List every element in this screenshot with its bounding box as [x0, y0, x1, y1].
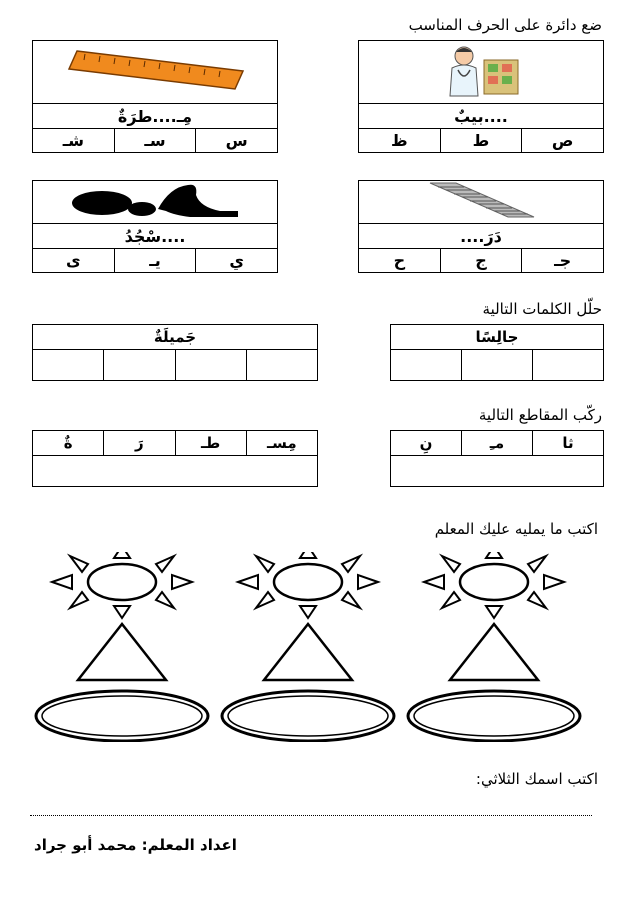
letter-option[interactable]: س: [196, 129, 278, 153]
answer-cell[interactable]: [175, 350, 246, 381]
teacher-credit: اعداد المعلم: محمد أبو جراد: [34, 836, 237, 854]
exercise-prostration: [32, 180, 278, 273]
answer-cell[interactable]: [33, 456, 318, 487]
prostration-image-cell: [33, 181, 278, 224]
stairs-icon: [426, 181, 536, 219]
letter-option[interactable]: شـ: [33, 129, 115, 153]
ruler-icon: [65, 45, 245, 95]
analyze-word: جالِسًا: [391, 325, 604, 350]
syllable: نِ: [391, 431, 462, 456]
letter-option[interactable]: يـ: [114, 249, 196, 273]
letter-option[interactable]: ص: [522, 129, 604, 153]
section-title-dictation: اكتب ما يمليه عليك المعلم: [434, 520, 598, 538]
prostrating-figure-icon: [70, 181, 240, 219]
letter-option[interactable]: ج: [440, 249, 522, 273]
letter-option[interactable]: ظ: [359, 129, 441, 153]
sun-icon[interactable]: [222, 552, 394, 741]
analyze-word: جَميلَةٌ: [33, 325, 318, 350]
syllable: ثا: [533, 431, 604, 456]
letter-option[interactable]: ي: [196, 249, 278, 273]
sun-icon[interactable]: [408, 552, 580, 741]
section-title-circle-letter: ضع دائرة على الحرف المناسب: [408, 16, 602, 34]
answer-cell[interactable]: [533, 350, 604, 381]
section-title-write-name: اكتب اسمك الثلاثي:: [475, 770, 598, 788]
exercise-word: ....سْجُدُ: [33, 224, 278, 249]
syllable: رَ: [104, 431, 175, 456]
exercise-word: مِـ....طرَةٌ: [33, 104, 278, 129]
syllable: مِسـ: [246, 431, 317, 456]
exercise-stairs: [358, 180, 604, 273]
doctor-image-cell: [359, 41, 604, 104]
answer-cell[interactable]: [462, 350, 533, 381]
ruler-image-cell: [33, 41, 278, 104]
letter-option[interactable]: جـ: [522, 249, 604, 273]
stairs-image-cell: [359, 181, 604, 224]
section-title-combine: ركّب المقاطع التالية: [478, 406, 602, 424]
syllable: طـ: [175, 431, 246, 456]
doctor-icon: [436, 42, 526, 98]
answer-cell[interactable]: [33, 350, 104, 381]
analyze-word-2: [390, 324, 604, 381]
analyze-word-1: [32, 324, 318, 381]
letter-option[interactable]: ح: [359, 249, 441, 273]
exercise-ruler: [32, 40, 278, 153]
answer-cell[interactable]: [246, 350, 317, 381]
letter-option[interactable]: ط: [440, 129, 522, 153]
sun-icon[interactable]: [36, 552, 208, 741]
dictation-shapes: [30, 552, 590, 742]
exercise-word: ....بيبٌ: [359, 104, 604, 129]
combine-set-2: [390, 430, 604, 487]
syllable: مـِ: [462, 431, 533, 456]
letter-option[interactable]: ى: [33, 249, 115, 273]
name-line[interactable]: [30, 815, 592, 816]
answer-cell[interactable]: [391, 350, 462, 381]
exercise-doctor: [358, 40, 604, 153]
combine-set-1: [32, 430, 318, 487]
exercise-word: دَرَ....: [359, 224, 604, 249]
syllable: ةٌ: [33, 431, 104, 456]
answer-cell[interactable]: [391, 456, 604, 487]
letter-option[interactable]: سـ: [114, 129, 196, 153]
answer-cell[interactable]: [104, 350, 175, 381]
section-title-analyze: حلّل الكلمات التالية: [482, 300, 602, 318]
